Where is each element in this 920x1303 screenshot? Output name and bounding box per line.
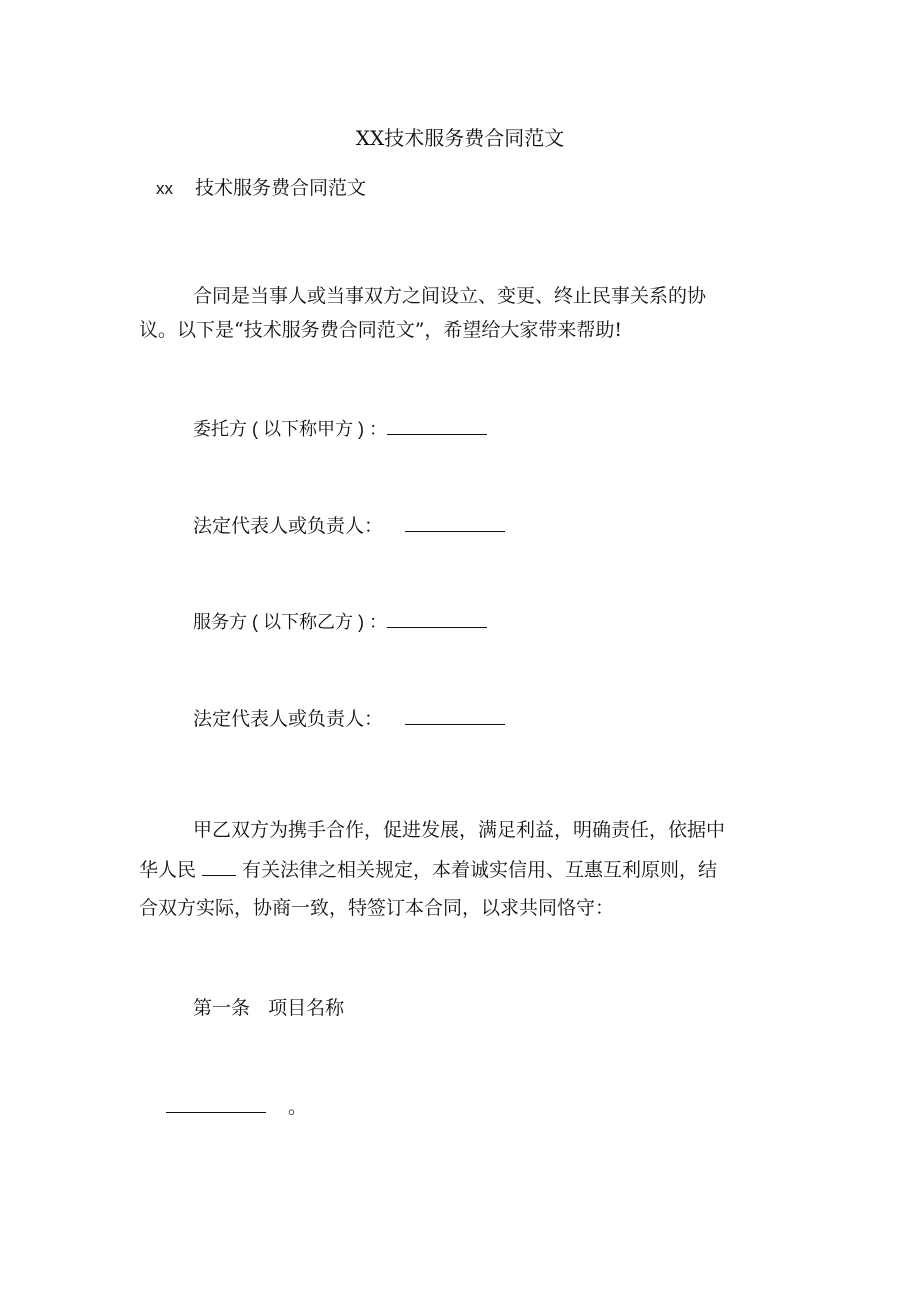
subtitle-prefix: xx <box>156 179 173 198</box>
document-title: XX技术服务费合同范文 <box>355 126 565 150</box>
party-b-label: 服务方 ( 以下称乙方 ) ： <box>193 612 387 632</box>
agreement-line-2-after: 有关法律之相关规定，本着诚实信用、互惠互利原则，结 <box>242 859 718 881</box>
subtitle-text: 技术服务费合同范文 <box>195 177 367 199</box>
document-subtitle <box>156 176 366 201</box>
party-b-blank <box>387 609 487 628</box>
party-a-field <box>193 416 487 441</box>
agreement-line-1: 甲乙双方为携手合作，促进发展，满足利益，明确责任，依据中 <box>193 819 726 841</box>
party-b-rep-field <box>193 706 505 731</box>
party-b-rep-blank <box>405 706 505 725</box>
party-b-field <box>193 609 487 634</box>
intro-line-2: 议。以下是“技术服务费合同范文”，希望给大家带来帮助! <box>139 319 623 341</box>
agreement-line-2-before: 华人民 <box>139 859 197 881</box>
party-a-rep-blank <box>405 513 505 532</box>
party-b-rep-label: 法定代表人或负责人： <box>193 708 384 730</box>
party-a-blank <box>387 416 487 435</box>
article-1-content <box>166 1094 307 1119</box>
article-1-heading: 第一条 项目名称 <box>193 997 345 1019</box>
party-a-rep-label: 法定代表人或负责人： <box>193 515 384 537</box>
agreement-line-3: 合双方实际，协商一致，特签订本合同，以求共同恪守： <box>139 897 615 919</box>
intro-line-1: 合同是当事人或当事双方之间设立、变更、终止民事关系的协 <box>193 285 707 307</box>
country-blank <box>202 857 236 876</box>
party-a-label: 委托方 ( 以下称甲方 ) ： <box>193 419 387 439</box>
project-name-blank <box>166 1094 266 1113</box>
party-a-rep-field <box>193 513 505 538</box>
article-1-end-mark: 。 <box>288 1096 308 1118</box>
agreement-line-2 <box>139 857 717 882</box>
